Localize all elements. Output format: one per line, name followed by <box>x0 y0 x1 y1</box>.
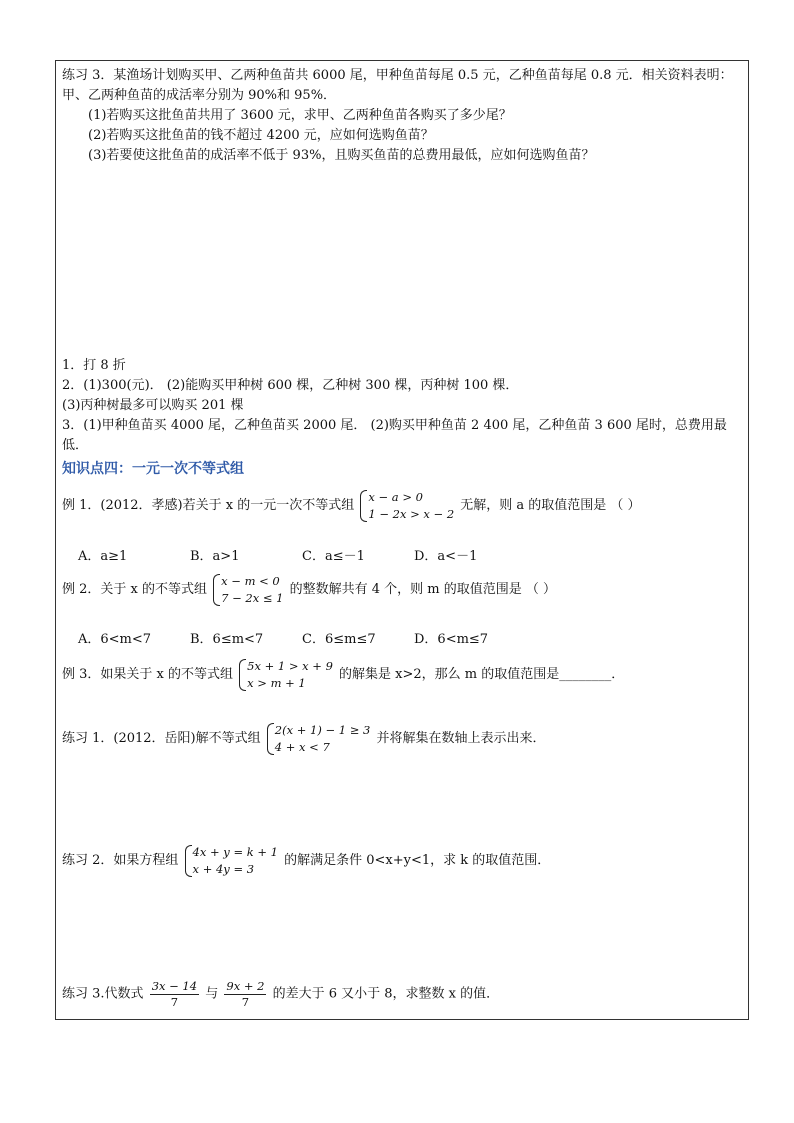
practice3-line1: 练习 3．某渔场计划购买甲、乙两种鱼苗共 6000 尾，甲种鱼苗每尾 0.5 元，乙种鱼苗每尾 0.8 元．相关资料表明： <box>62 68 733 83</box>
example3-prefix: 例 3．如果关于 x 的不等式组 <box>62 667 233 682</box>
practice1-eq2: 4 + x < 7 <box>274 740 330 754</box>
practice3-line2: 甲、乙两种鱼苗的成活率分别为 90%和 95%． <box>62 88 337 103</box>
answer-2: 2．(1)300(元)． (2)能购买甲种树 600 棵，乙种树 300 棵，丙种树 100 棵． <box>62 378 519 393</box>
practice1-eq1: 2(x + 1) − 1 ≥ 3 <box>274 723 371 737</box>
example2-options <box>78 628 526 647</box>
practice3b-suffix: 的差大于 6 又小于 8，求整数 x 的值． <box>272 986 500 1002</box>
example1-suffix: 无解，则 a 的取值范围是 （ ） <box>460 498 641 513</box>
answer-3-cont: 低． <box>62 438 89 453</box>
example2-system <box>213 573 283 607</box>
fraction-1-denominator: 7 <box>170 995 179 1009</box>
example1-option-d: D．a<－1 <box>414 549 478 564</box>
answer-1: 1．打 8 折 <box>62 358 126 373</box>
worksheet-box <box>55 60 749 1020</box>
example3-suffix: 的解集是 x>2，那么 m 的取值范围是________． <box>339 667 625 682</box>
practice2-system <box>185 844 278 878</box>
answer-2-part3: (3)丙种树最多可以购买 201 棵 <box>62 398 244 413</box>
practice3-question1: (1)若购买这批鱼苗共用了 3600 元，求甲、乙两种鱼苗各购买了多少尾？ <box>88 108 512 123</box>
example3 <box>62 658 624 692</box>
example2-eq1: x − m < 0 <box>221 574 280 588</box>
example2 <box>62 573 556 607</box>
practice2 <box>62 844 550 878</box>
example1-prefix: 例 1．(2012．孝感)若关于 x 的一元一次不等式组 <box>62 498 355 513</box>
example1-option-b: B．a>1 <box>190 549 240 564</box>
example1-options <box>78 545 526 564</box>
fraction-2 <box>224 979 266 1010</box>
example2-option-b: B．6≤m<7 <box>190 632 264 647</box>
practice2-eq2: x + 4y = 3 <box>192 862 255 876</box>
practice3-fraction <box>62 979 499 1010</box>
practice3-question3: (3)若要使这批鱼苗的成活率不低于 93%，且购买鱼苗的总费用最低，应如何选购鱼苗？ <box>88 148 595 163</box>
practice3-question2: (2)若购买这批鱼苗的钱不超过 4200 元，应如何选购鱼苗？ <box>88 128 434 143</box>
practice1-suffix: 并将解集在数轴上表示出来． <box>376 731 546 746</box>
example1-option-a: A．a≥1 <box>78 549 128 564</box>
example2-option-d: D．6<m≤7 <box>414 632 489 647</box>
example2-option-a: A．6<m<7 <box>78 632 152 647</box>
practice2-prefix: 练习 2．如果方程组 <box>62 853 179 868</box>
practice3b-prefix: 练习 3.代数式 <box>62 986 144 1002</box>
example2-prefix: 例 2．关于 x 的不等式组 <box>62 582 207 597</box>
example1-system <box>360 489 454 523</box>
fraction-2-numerator: 9x + 2 <box>226 979 265 993</box>
practice3b-connector: 与 <box>205 986 219 1002</box>
example1 <box>62 489 641 523</box>
example1-eq1: x − a > 0 <box>368 490 423 504</box>
example3-eq1: 5x + 1 > x + 9 <box>247 659 333 673</box>
practice1-prefix: 练习 1．(2012．岳阳)解不等式组 <box>62 731 261 746</box>
example2-eq2: 7 − 2x ≤ 1 <box>221 591 284 605</box>
example3-eq2: x > m + 1 <box>247 676 306 690</box>
fraction-1-numerator: 3x − 14 <box>151 979 198 993</box>
example2-option-c: C．6≤m≤7 <box>302 632 376 647</box>
section-title: 知识点四：一元一次不等式组 <box>62 461 244 477</box>
example1-option-c: C．a≤－1 <box>302 549 365 564</box>
fraction-1 <box>150 979 199 1010</box>
fraction-2-denominator: 7 <box>241 995 250 1009</box>
practice2-eq1: 4x + y = k + 1 <box>192 845 278 859</box>
example1-eq2: 1 − 2x > x − 2 <box>368 507 455 521</box>
practice2-suffix: 的解满足条件 0<x+y<1，求 k 的取值范围． <box>284 853 551 868</box>
practice1 <box>62 722 546 756</box>
example3-system <box>239 658 333 692</box>
example2-suffix: 的整数解共有 4 个，则 m 的取值范围是 （ ） <box>289 582 557 597</box>
answer-3: 3．(1)甲种鱼苗买 4000 尾，乙种鱼苗买 2000 尾． (2)购买甲种鱼苗 2 400 尾，乙种鱼苗 3 600 尾时，总费用最 <box>62 418 727 433</box>
practice1-system <box>267 722 371 756</box>
